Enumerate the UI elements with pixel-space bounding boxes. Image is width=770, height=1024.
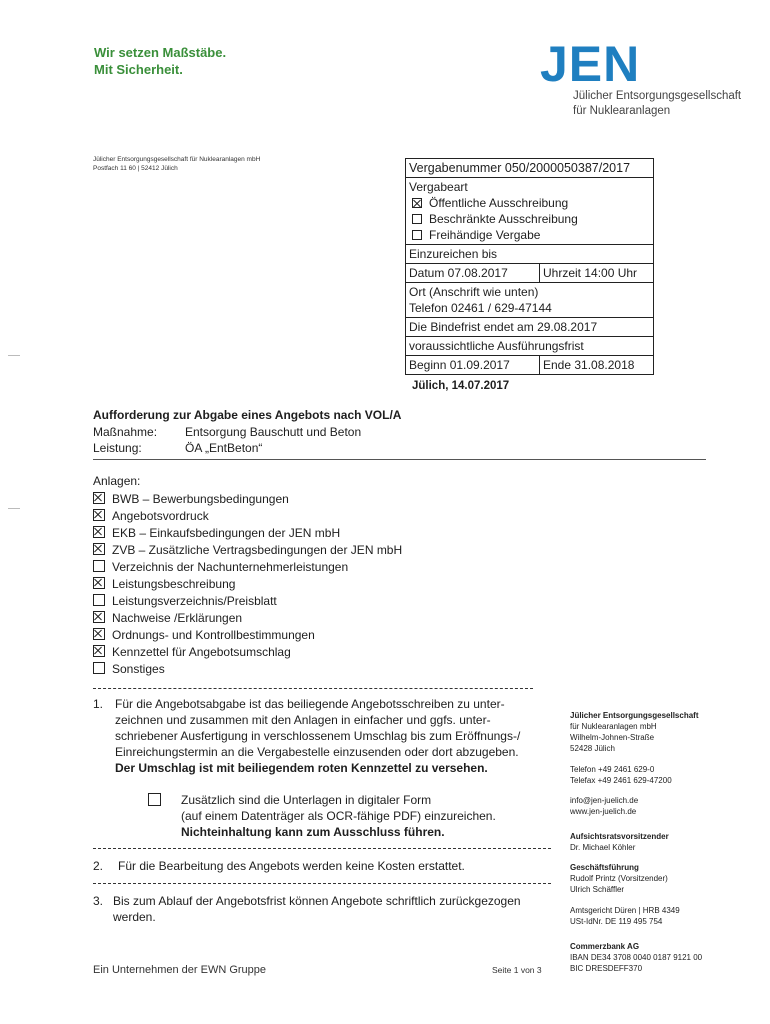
checkbox-empty-icon[interactable] [412, 214, 422, 224]
sidebar-label: Aufsichtsratsvorsitzender [570, 832, 669, 841]
item-1-line: zeichnen und zusammen mit den Anlagen in einfacher und ggfs. unter- [115, 713, 491, 727]
letter-meta [93, 424, 361, 456]
item-2 [93, 858, 563, 874]
ort: Ort (Anschrift wie unten) [409, 285, 539, 299]
fold-mark [8, 508, 20, 509]
bindefrist: Die Bindefrist endet am 29.08.2017 [406, 318, 653, 337]
vergabeart-section [406, 178, 653, 245]
item-number: 3. [93, 894, 104, 908]
sidebar-line: IBAN DE34 3708 0040 0187 9121 00 [570, 953, 703, 962]
option-freihaendig [409, 227, 650, 243]
sidebar-bank [570, 941, 702, 974]
item-1 [93, 696, 563, 776]
execution-start: Beginn 01.09.2017 [406, 356, 540, 374]
heading-divider [93, 459, 706, 460]
anlage-item [93, 559, 402, 576]
return-address-line-1: Jülicher Entsorgungsgesellschaft für Nuklearanlagen mbH [93, 156, 261, 163]
anlage-item [93, 661, 402, 678]
checkbox-checked-icon[interactable] [93, 526, 105, 538]
sidebar-line: BIC DRESDEFF370 [570, 964, 643, 973]
anlagen-list [93, 491, 402, 678]
telefon: Telefon 02461 / 629-47144 [409, 301, 552, 315]
checkbox-checked-icon[interactable] [93, 509, 105, 521]
ort-telefon [406, 283, 653, 318]
checkbox-empty-icon[interactable] [412, 230, 422, 240]
sidebar-register [570, 905, 680, 927]
anlage-label: Nachweise /Erklärungen [112, 611, 243, 625]
sidebar-line: Ulrich Schäffler [570, 885, 625, 894]
jen-logo: JEN [540, 36, 641, 92]
item-3-line: Bis zum Ablauf der Angebotsfrist können Angebote schriftlich zurückgezogen [113, 894, 521, 908]
item-3-line: werden. [113, 910, 156, 924]
anlage-item [93, 610, 402, 627]
divider-dashed [93, 883, 551, 884]
option-label: Öffentliche Ausschreibung [429, 196, 569, 210]
checkbox-checked-icon[interactable] [93, 611, 105, 623]
anlage-label: Ordnungs- und Kontrollbestimmungen [112, 628, 315, 642]
sidebar-line: Amtsgericht Düren | HRB 4349 [570, 906, 680, 915]
sidebar-board [570, 831, 669, 853]
vergabeart-label: Vergabeart [409, 180, 468, 194]
checkbox-checked-icon[interactable] [93, 492, 105, 504]
company-name-line-2: für Nuklearanlagen [573, 105, 671, 117]
deadline-date: Datum 07.08.2017 [406, 264, 540, 282]
checkbox-checked-icon[interactable] [412, 198, 422, 208]
execution-end: Ende 31.08.2018 [543, 358, 635, 372]
sidebar-management [570, 862, 668, 895]
anlage-item [93, 593, 402, 610]
company-name [573, 89, 741, 119]
anlage-label: Kennzettel für Angebotsumschlag [112, 645, 291, 659]
tender-info-box [405, 158, 654, 375]
digital-line: (auf einem Datenträger als OCR-fähige PDF) einzureichen. [181, 809, 496, 823]
sidebar-line: Wilhelm-Johnen-Straße [570, 733, 655, 742]
sidebar-line: für Nuklearanlagen mbH [570, 722, 657, 731]
anlage-label: Angebotsvordruck [112, 509, 209, 523]
meta-key: Leistung: [93, 441, 142, 455]
option-label: Beschränkte Ausschreibung [429, 212, 578, 226]
anlagen-title: Anlagen: [93, 474, 141, 488]
checkbox-empty-icon[interactable] [93, 560, 105, 572]
sidebar-company [570, 710, 698, 754]
sidebar-line: Jülicher Entsorgungsgesellschaft [570, 711, 699, 720]
anlage-item [93, 508, 402, 525]
digital-line: Zusätzlich sind die Unterlagen in digitaler Form [181, 793, 432, 807]
anlage-item [93, 644, 402, 661]
sidebar-web: www.jen-juelich.de [570, 807, 637, 816]
item-number: 2. [93, 859, 104, 873]
fold-mark [8, 355, 20, 356]
sidebar-email: info@jen-juelich.de [570, 796, 639, 805]
option-label: Freihändige Vergabe [429, 228, 541, 242]
checkbox-empty-icon[interactable] [148, 793, 161, 806]
checkbox-checked-icon[interactable] [93, 543, 105, 555]
einzureichen: Einzureichen bis [406, 245, 653, 264]
checkbox-checked-icon[interactable] [93, 577, 105, 589]
execution-period-row [406, 356, 653, 374]
deadline-row [406, 264, 653, 283]
slogan-line-2: Mit Sicherheit. [94, 62, 183, 77]
item-3 [93, 893, 563, 925]
return-address [93, 155, 260, 173]
page-number: Seite 1 von 3 [492, 965, 542, 975]
item-1-line: Einreichungstermin an die Vergabestelle einzusenden oder dort abzugeben. [115, 745, 519, 759]
anlage-label: EKB – Einkaufsbedingungen der JEN mbH [112, 526, 341, 540]
sidebar-label: Commerzbank AG [570, 942, 640, 951]
item-number: 1. [93, 697, 104, 711]
sidebar-phone [570, 764, 672, 786]
divider-dashed [93, 688, 533, 689]
anlage-label: Leistungsverzeichnis/Preisblatt [112, 594, 277, 608]
slogan-line-1: Wir setzen Maßstäbe. [94, 45, 227, 60]
digital-bold: Nichteinhaltung kann zum Ausschluss führen. [181, 825, 445, 839]
anlage-item [93, 491, 402, 508]
digital-submission [148, 792, 548, 840]
item-1-line: schriebener Ausfertigung in verschlossenem Umschlag bis zum Eröffnungs-/ [115, 729, 521, 743]
anlage-label: Sonstiges [112, 662, 165, 676]
anlage-item [93, 542, 402, 559]
anlage-label: BWB – Bewerbungsbedingungen [112, 492, 289, 506]
sidebar-line: Telefon +49 2461 629-0 [570, 765, 655, 774]
vergabenummer: Vergabenummer 050/2000050387/2017 [406, 159, 653, 178]
checkbox-empty-icon[interactable] [93, 662, 105, 674]
item-1-line: Für die Angebotsabgabe ist das beiliegende Angebotsschreiben zu unter- [115, 697, 505, 711]
letter-date: Jülich, 14.07.2017 [412, 380, 510, 392]
sidebar-line: Rudolf Printz (Vorsitzender) [570, 874, 668, 883]
slogan [94, 44, 226, 78]
sidebar-line: Telefax +49 2461 629-47200 [570, 776, 672, 785]
sidebar-line: Dr. Michael Köhler [570, 843, 636, 852]
anlage-item [93, 627, 402, 644]
sidebar-line: USt-IdNr. DE 119 495 754 [570, 917, 663, 926]
sidebar-line: 52428 Jülich [570, 744, 615, 753]
anlage-item [93, 576, 402, 593]
return-address-line-2: Postfach 11 60 | 52412 Jülich [93, 165, 178, 172]
anlage-label: Leistungsbeschreibung [112, 577, 236, 591]
meta-value: Entsorgung Bauschutt und Beton [185, 425, 362, 439]
divider-dashed [93, 848, 551, 849]
footer-group-note: Ein Unternehmen der EWN Gruppe [93, 964, 267, 976]
item-1-bold: Der Umschlag ist mit beiliegendem roten Kennzettel zu versehen. [115, 761, 488, 775]
anlage-label: ZVB – Zusätzliche Vertragsbedingungen der JEN mbH [112, 543, 403, 557]
item-2-text: Für die Bearbeitung des Angebots werden keine Kosten erstattet. [118, 859, 465, 873]
checkbox-empty-icon[interactable] [93, 594, 105, 606]
meta-row-massnahme [93, 424, 361, 440]
letter-heading: Aufforderung zur Abgabe eines Angebots nach VOL/A [93, 408, 402, 422]
company-name-line-1: Jülicher Entsorgungsgesellschaft [573, 90, 742, 102]
meta-value: ÖA „EntBeton“ [185, 441, 263, 455]
checkbox-checked-icon[interactable] [93, 628, 105, 640]
meta-row-leistung [93, 440, 361, 456]
meta-key: Maßnahme: [93, 425, 158, 439]
checkbox-checked-icon[interactable] [93, 645, 105, 657]
ausfuehrungsfrist: voraussichtliche Ausführungsfrist [406, 337, 653, 356]
option-oeffentlich [409, 195, 650, 211]
option-beschraenkt [409, 211, 650, 227]
deadline-time: Uhrzeit 14:00 Uhr [543, 266, 638, 280]
anlage-item [93, 525, 402, 542]
sidebar-label: Geschäftsführung [570, 863, 639, 872]
anlage-label: Verzeichnis der Nachunternehmerleistungen [112, 560, 349, 574]
sidebar-contact [570, 795, 638, 817]
